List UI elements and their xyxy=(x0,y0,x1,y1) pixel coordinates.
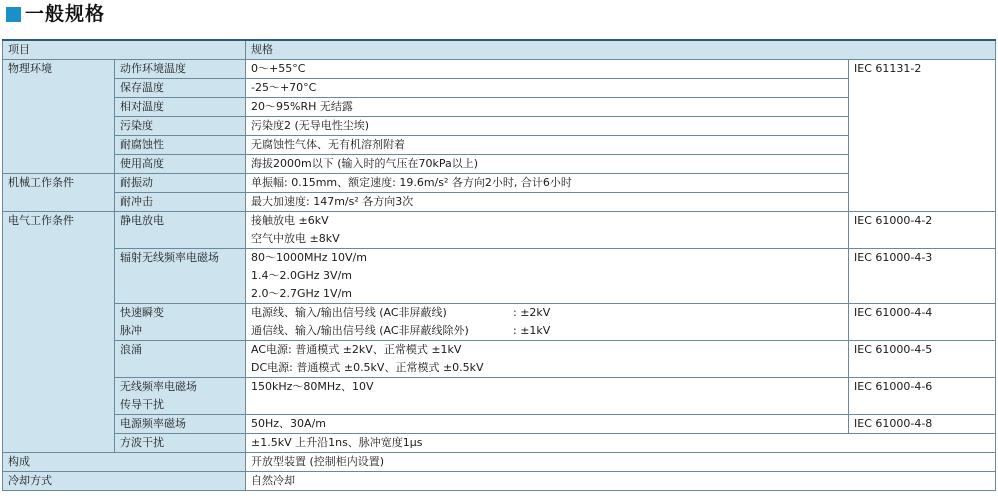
table-row xyxy=(3,174,996,193)
standard-iec: IEC 61000-4-3 xyxy=(849,249,996,304)
table-row xyxy=(3,453,996,472)
row-value: 海拔2000m以下 (输入时的气压在70kPa以上) xyxy=(246,155,849,174)
row-name: 动作环境温度 xyxy=(115,60,246,79)
row-name: 方波干扰 xyxy=(115,434,246,453)
row-value xyxy=(246,249,849,304)
row-value: 污染度2 (无导电性尘埃) xyxy=(246,117,849,136)
table-row xyxy=(3,434,996,453)
table-row xyxy=(3,472,996,491)
table-row xyxy=(3,155,996,174)
table-row xyxy=(3,304,996,341)
table-row xyxy=(3,79,996,98)
value-line: 空气中放电 ±8kV xyxy=(251,232,340,245)
row-name xyxy=(115,304,246,341)
value-line: AC电源: 普通模式 ±2kV、正常模式 ±1kV xyxy=(251,343,462,356)
table-row xyxy=(3,60,996,79)
name-line: 传导干扰 xyxy=(120,398,164,411)
row-name: 耐振动 xyxy=(115,174,246,193)
category-mechanical: 机械工作条件 xyxy=(3,174,115,212)
standard-iec-61131-2: IEC 61131-2 xyxy=(849,60,996,212)
page-title: 一般规格 xyxy=(25,3,106,25)
row-value: 开放型装置 (控制柜内设置) xyxy=(246,453,996,472)
table-row xyxy=(3,98,996,117)
row-value: ±1.5kV 上升沿1ns、脉冲宽度1μs xyxy=(246,434,996,453)
value-line: 1.4～2.0GHz 3V/m xyxy=(251,269,352,282)
row-name: 电源频率磁场 xyxy=(115,415,246,434)
table-row xyxy=(3,415,996,434)
standard-iec: IEC 61000-4-5 xyxy=(849,341,996,378)
value-line: 80～1000MHz 10V/m xyxy=(251,251,367,264)
row-value xyxy=(246,304,849,341)
row-name: 使用高度 xyxy=(115,155,246,174)
row-name: 耐冲击 xyxy=(115,193,246,212)
category-physical: 物理环境 xyxy=(3,60,115,174)
row-name: 保存温度 xyxy=(115,79,246,98)
eft-line-label: 电源线、输入/输出信号线 (AC非屏蔽线) xyxy=(251,306,447,319)
value-line: 接触放电 ±6kV xyxy=(251,214,329,227)
standard-iec: IEC 61000-4-8 xyxy=(849,415,996,434)
table-row xyxy=(3,117,996,136)
table-row xyxy=(3,378,996,415)
table-header-row xyxy=(3,40,996,60)
eft-line-label: 通信线、输入/输出信号线 (AC非屏蔽线除外) xyxy=(251,324,469,337)
row-value: 50Hz、30A/m xyxy=(246,415,849,434)
table-row xyxy=(3,193,996,212)
value-line: DC电源: 普通模式 ±0.5kV、正常模式 ±0.5kV xyxy=(251,361,484,374)
row-name: 相对温度 xyxy=(115,98,246,117)
row-name: 耐腐蚀性 xyxy=(115,136,246,155)
spec-table xyxy=(2,39,996,491)
category-electrical: 电气工作条件 xyxy=(3,212,115,453)
row-value: 单振幅: 0.15mm、额定速度: 19.6m/s² 各方向2小时, 合计6小时 xyxy=(246,174,849,193)
header-spec: 规格 xyxy=(246,40,996,60)
eft-line-value: : ±1kV xyxy=(513,324,551,337)
row-value: 无腐蚀性气体、无有机溶剂附着 xyxy=(246,136,849,155)
name-line: 无线频率电磁场 xyxy=(120,380,197,393)
value-line xyxy=(251,304,843,322)
row-name: 辐射无线频率电磁场 xyxy=(115,249,246,304)
row-value: 自然冷却 xyxy=(246,472,996,491)
value-line: 2.0～2.7GHz 1V/m xyxy=(251,287,352,300)
row-name: 浪涌 xyxy=(115,341,246,378)
value-line xyxy=(251,322,843,340)
row-value: -25～+70°C xyxy=(246,79,849,98)
name-line: 脉冲 xyxy=(120,324,142,337)
table-row xyxy=(3,249,996,304)
category-structure: 构成 xyxy=(3,453,246,472)
header-item: 项目 xyxy=(3,40,246,60)
standard-iec: IEC 61000-4-2 xyxy=(849,212,996,249)
name-line: 快速瞬变 xyxy=(120,306,164,319)
row-value: 最大加速度: 147m/s² 各方向3次 xyxy=(246,193,849,212)
row-value: 20～95%RH 无结露 xyxy=(246,98,849,117)
standard-iec: IEC 61000-4-4 xyxy=(849,304,996,341)
row-value: 0～+55°C xyxy=(246,60,849,79)
row-value: 150kHz～80MHz、10V xyxy=(246,378,849,415)
heading-square-icon xyxy=(6,7,21,22)
eft-line-value: : ±2kV xyxy=(513,306,551,319)
category-cooling: 冷却方式 xyxy=(3,472,246,491)
row-value xyxy=(246,341,849,378)
row-name: 污染度 xyxy=(115,117,246,136)
row-name xyxy=(115,378,246,415)
row-value xyxy=(246,212,849,249)
section-heading xyxy=(0,0,998,32)
table-row xyxy=(3,341,996,378)
row-name: 静电放电 xyxy=(115,212,246,249)
standard-iec: IEC 61000-4-6 xyxy=(849,378,996,415)
table-row xyxy=(3,136,996,155)
table-row xyxy=(3,212,996,249)
